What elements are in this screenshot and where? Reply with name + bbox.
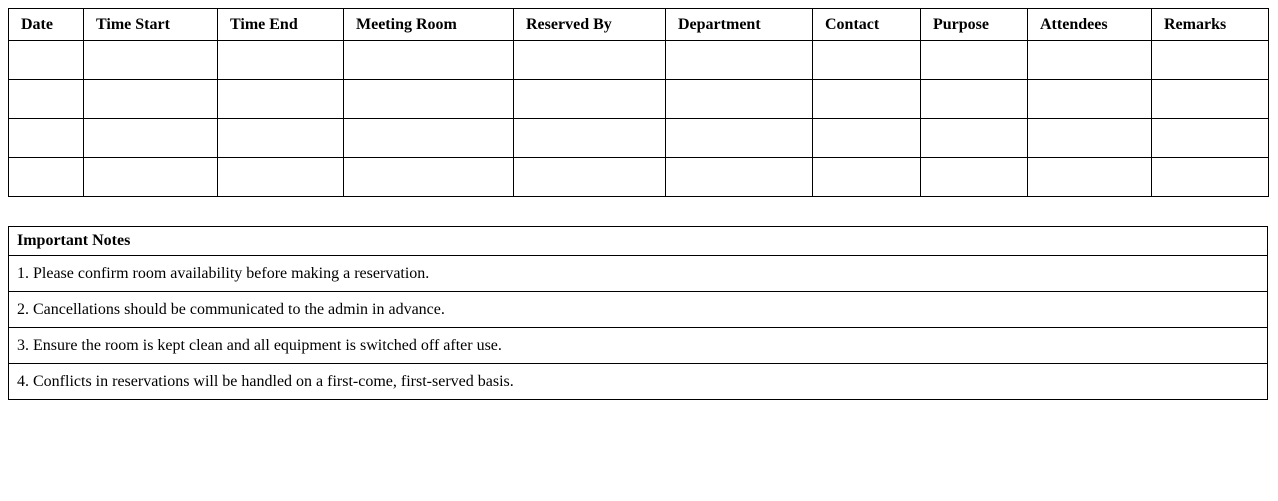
notes-title: Important Notes (9, 227, 1268, 256)
table-cell[interactable] (344, 158, 514, 197)
table-cell[interactable] (218, 158, 344, 197)
note-item: 4. Conflicts in reservations will be handled on a first-come, first-served basis. (9, 364, 1268, 400)
note-item: 3. Ensure the room is kept clean and all equipment is switched off after use. (9, 328, 1268, 364)
header-row (9, 9, 1269, 41)
table-cell[interactable] (344, 41, 514, 80)
table-cell[interactable] (514, 80, 666, 119)
table-cell[interactable] (84, 158, 218, 197)
table-cell[interactable] (218, 80, 344, 119)
notes-title-row (9, 227, 1268, 256)
column-header-meeting-room: Meeting Room (344, 9, 514, 41)
table-cell[interactable] (666, 158, 813, 197)
table-row (9, 119, 1269, 158)
table-cell[interactable] (921, 158, 1028, 197)
table-cell[interactable] (1152, 158, 1269, 197)
note-item-row (9, 364, 1268, 400)
table-cell[interactable] (218, 41, 344, 80)
table-cell[interactable] (9, 41, 84, 80)
column-header-date: Date (9, 9, 84, 41)
column-header-time-end: Time End (218, 9, 344, 41)
table-cell[interactable] (1152, 41, 1269, 80)
table-cell[interactable] (514, 158, 666, 197)
table-cell[interactable] (344, 119, 514, 158)
table-row (9, 158, 1269, 197)
table-cell[interactable] (921, 41, 1028, 80)
table-cell[interactable] (218, 119, 344, 158)
table-cell[interactable] (9, 119, 84, 158)
table-cell[interactable] (813, 41, 921, 80)
reservation-table (8, 8, 1269, 197)
table-row (9, 80, 1269, 119)
table-cell[interactable] (813, 158, 921, 197)
column-header-contact: Contact (813, 9, 921, 41)
column-header-reserved-by: Reserved By (514, 9, 666, 41)
table-cell[interactable] (1028, 80, 1152, 119)
table-cell[interactable] (1028, 119, 1152, 158)
note-item-row (9, 292, 1268, 328)
note-item: 2. Cancellations should be communicated to the admin in advance. (9, 292, 1268, 328)
table-cell[interactable] (9, 158, 84, 197)
notes-section (8, 226, 1268, 400)
column-header-attendees: Attendees (1028, 9, 1152, 41)
column-header-time-start: Time Start (84, 9, 218, 41)
note-item-row (9, 256, 1268, 292)
table-cell[interactable] (514, 41, 666, 80)
table-cell[interactable] (344, 80, 514, 119)
table-cell[interactable] (921, 80, 1028, 119)
table-cell[interactable] (813, 119, 921, 158)
table-row (9, 41, 1269, 80)
table-cell[interactable] (1152, 119, 1269, 158)
table-cell[interactable] (1028, 158, 1152, 197)
table-cell[interactable] (84, 80, 218, 119)
table-cell[interactable] (1028, 41, 1152, 80)
column-header-remarks: Remarks (1152, 9, 1269, 41)
table-cell[interactable] (84, 119, 218, 158)
table-cell[interactable] (666, 119, 813, 158)
column-header-purpose: Purpose (921, 9, 1028, 41)
table-cell[interactable] (84, 41, 218, 80)
table-cell[interactable] (666, 80, 813, 119)
column-header-department: Department (666, 9, 813, 41)
table-cell[interactable] (514, 119, 666, 158)
table-cell[interactable] (9, 80, 84, 119)
note-item: 1. Please confirm room availability before making a reservation. (9, 256, 1268, 292)
table-cell[interactable] (921, 119, 1028, 158)
table-cell[interactable] (666, 41, 813, 80)
table-cell[interactable] (813, 80, 921, 119)
note-item-row (9, 328, 1268, 364)
table-cell[interactable] (1152, 80, 1269, 119)
